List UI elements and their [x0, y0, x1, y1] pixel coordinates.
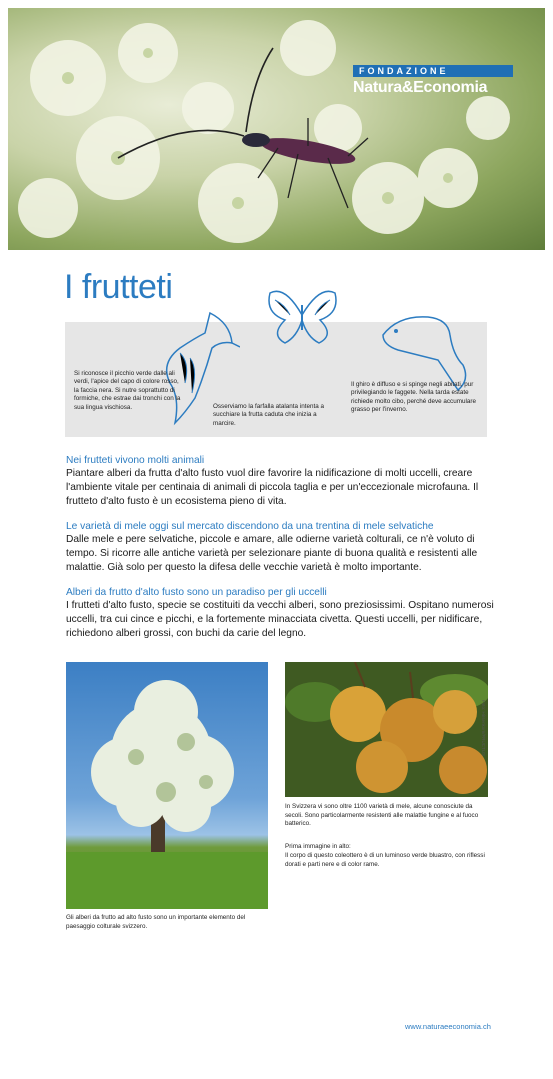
apples-illustration — [285, 662, 488, 797]
photo-apples — [285, 662, 488, 797]
section-birds — [66, 586, 496, 641]
section-animals — [66, 454, 496, 509]
section-body: I frutteti d'alto fusto, specie se costituiti da vecchi alberi, sono preziosissimi. Ospitano numerosi uccelli, tra cui cince e picchi, e la fortemente minacciata civetta. Questi uccelli, per nidificare, richiedono alberi grossi, con buchi da carie del legno. — [66, 600, 494, 639]
flower-umbel-illustration — [8, 8, 545, 250]
caption-beetle: Il corpo di questo coleottero è di un luminoso verde bluastro, con riflessi dorati e parti nere e di color rame. — [285, 852, 485, 868]
website-link[interactable]: www.naturaeeconomia.ch — [405, 1022, 491, 1031]
butterfly-icon — [265, 285, 340, 345]
brand-name: Natura&Economia — [353, 79, 488, 96]
section-apple-varieties — [66, 520, 496, 575]
section-body: Dalle mele e pere selvatiche, piccole e amare, alle odierne varietà colturali, ce n'è voluto di tempo. Si ricorre alle antiche varietà per selezionare piante di buona qualità e resistenti alle malattie. Già solo per questo la difesa delle vecchie varietà è molto importante. — [66, 534, 478, 573]
caption-dormouse: Il ghiro è diffuso e si spinge negli abitati, pur privilegiando le faggete. Nella tarda estate richiede molto cibo, perché deve accumulare grasso per l'inverno. — [351, 381, 476, 414]
caption-apples: In Svizzera vi sono oltre 1100 varietà di mele, alcune conosciute da secoli. Sono particolarmente resistenti alle malattie fungine e al fuoco batterico. — [285, 803, 479, 828]
brand-logo — [353, 65, 513, 97]
caption-beetle-label: Prima immagine in alto: — [285, 843, 351, 850]
tree-illustration — [66, 662, 268, 909]
section-heading: Alberi da frutto d'alto fusto sono un paradiso per gli uccelli — [66, 587, 327, 598]
caption-butterfly: Osserviamo la farfalla atalanta intenta a succhiare la frutta caduta che inizia a marcire. — [213, 403, 324, 427]
caption-woodpecker: Si riconosce il picchio verde dalle ali verdi, l'apice del capo di colore rosso, la faccia nera. Si nutre soprattutto di formiche, che estrae dai tronchi con la sua lingua vischiosa. — [74, 370, 181, 411]
section-heading: Nei frutteti vivono molti animali — [66, 455, 205, 466]
photo-fruit-tree — [66, 662, 268, 909]
caption-tree: Gli alberi da frutto ad alto fusto sono un importante elemento del paesaggio colturale svizzero. — [66, 914, 246, 930]
hero-photo-beetle — [8, 8, 545, 250]
page-title: I frutteti — [64, 268, 173, 306]
brand-top: FONDAZIONE — [353, 65, 513, 77]
section-body: Piantare alberi da frutta d'alto fusto vuol dire favorire la nidificazione di molti uccelli, creare l'ambiente vitale per centinaia di animali di piccola taglia e per un'eccezionale microfauna. Il frutteto d'alto fusto è un ecosistema pieno di vita. — [66, 468, 479, 507]
section-heading: Le varietà di mele oggi sul mercato discendono da una trentina di mele selvatiche — [66, 521, 434, 532]
photo-credit: Foto: Hirsenkorn/FRUCTUS — [481, 700, 486, 757]
